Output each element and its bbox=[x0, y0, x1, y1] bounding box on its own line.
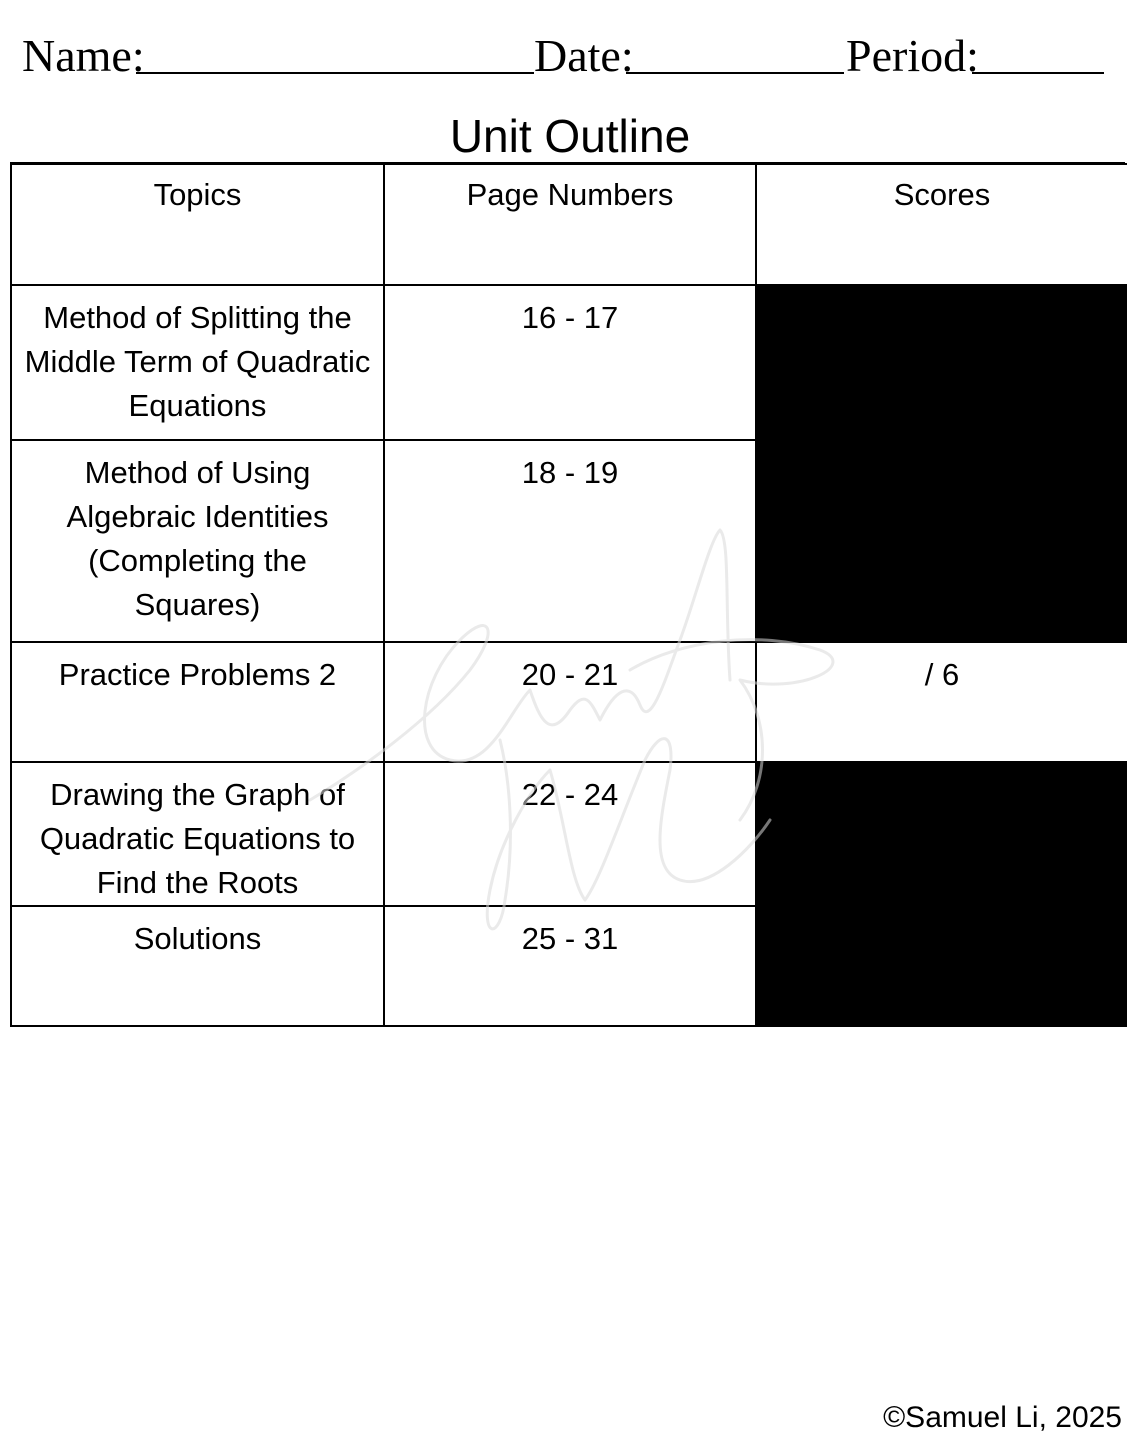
table-row bbox=[11, 906, 1127, 1026]
score-cell-blacked-out bbox=[756, 906, 1127, 1026]
topic-cell: Method of Splitting the Middle Term of Quadratic Equations bbox=[11, 285, 384, 440]
score-cell[interactable]: / 6 bbox=[756, 642, 1127, 762]
date-label: Date: bbox=[534, 30, 634, 81]
table-row bbox=[11, 762, 1127, 906]
pages-cell: 22 - 24 bbox=[384, 762, 756, 906]
period-blank-line bbox=[972, 72, 1104, 74]
date-blank-line bbox=[626, 72, 844, 74]
pages-cell: 20 - 21 bbox=[384, 642, 756, 762]
topic-cell: Drawing the Graph of Quadratic Equations to Find the Roots bbox=[11, 762, 384, 906]
name-field[interactable] bbox=[22, 26, 534, 86]
unit-outline-table bbox=[10, 163, 1127, 1027]
score-cell-blacked-out bbox=[756, 285, 1127, 440]
topic-cell: Method of Using Algebraic Identities (Completing the Squares) bbox=[11, 440, 384, 642]
page-title: Unit Outline bbox=[449, 110, 691, 162]
table-header-row bbox=[11, 164, 1127, 285]
copyright-notice: ©Samuel Li, 2025 bbox=[883, 1401, 1122, 1434]
score-cell-blacked-out bbox=[756, 762, 1127, 906]
column-header-page-numbers: Page Numbers bbox=[384, 164, 756, 285]
column-header-topics: Topics bbox=[11, 164, 384, 285]
date-field[interactable] bbox=[534, 26, 846, 86]
pages-cell: 25 - 31 bbox=[384, 906, 756, 1026]
table-row bbox=[11, 285, 1127, 440]
topic-cell: Practice Problems 2 bbox=[11, 642, 384, 762]
table-row bbox=[11, 642, 1127, 762]
score-cell-blacked-out bbox=[756, 440, 1127, 642]
table-row bbox=[11, 440, 1127, 642]
header-fields bbox=[22, 26, 1122, 86]
topic-cell: Solutions bbox=[11, 906, 384, 1026]
period-label: Period: bbox=[846, 30, 979, 81]
name-blank-line bbox=[136, 72, 534, 74]
period-field[interactable] bbox=[846, 26, 1104, 86]
pages-cell: 18 - 19 bbox=[384, 440, 756, 642]
column-header-scores: Scores bbox=[756, 164, 1127, 285]
pages-cell: 16 - 17 bbox=[384, 285, 756, 440]
name-label: Name: bbox=[22, 30, 145, 81]
